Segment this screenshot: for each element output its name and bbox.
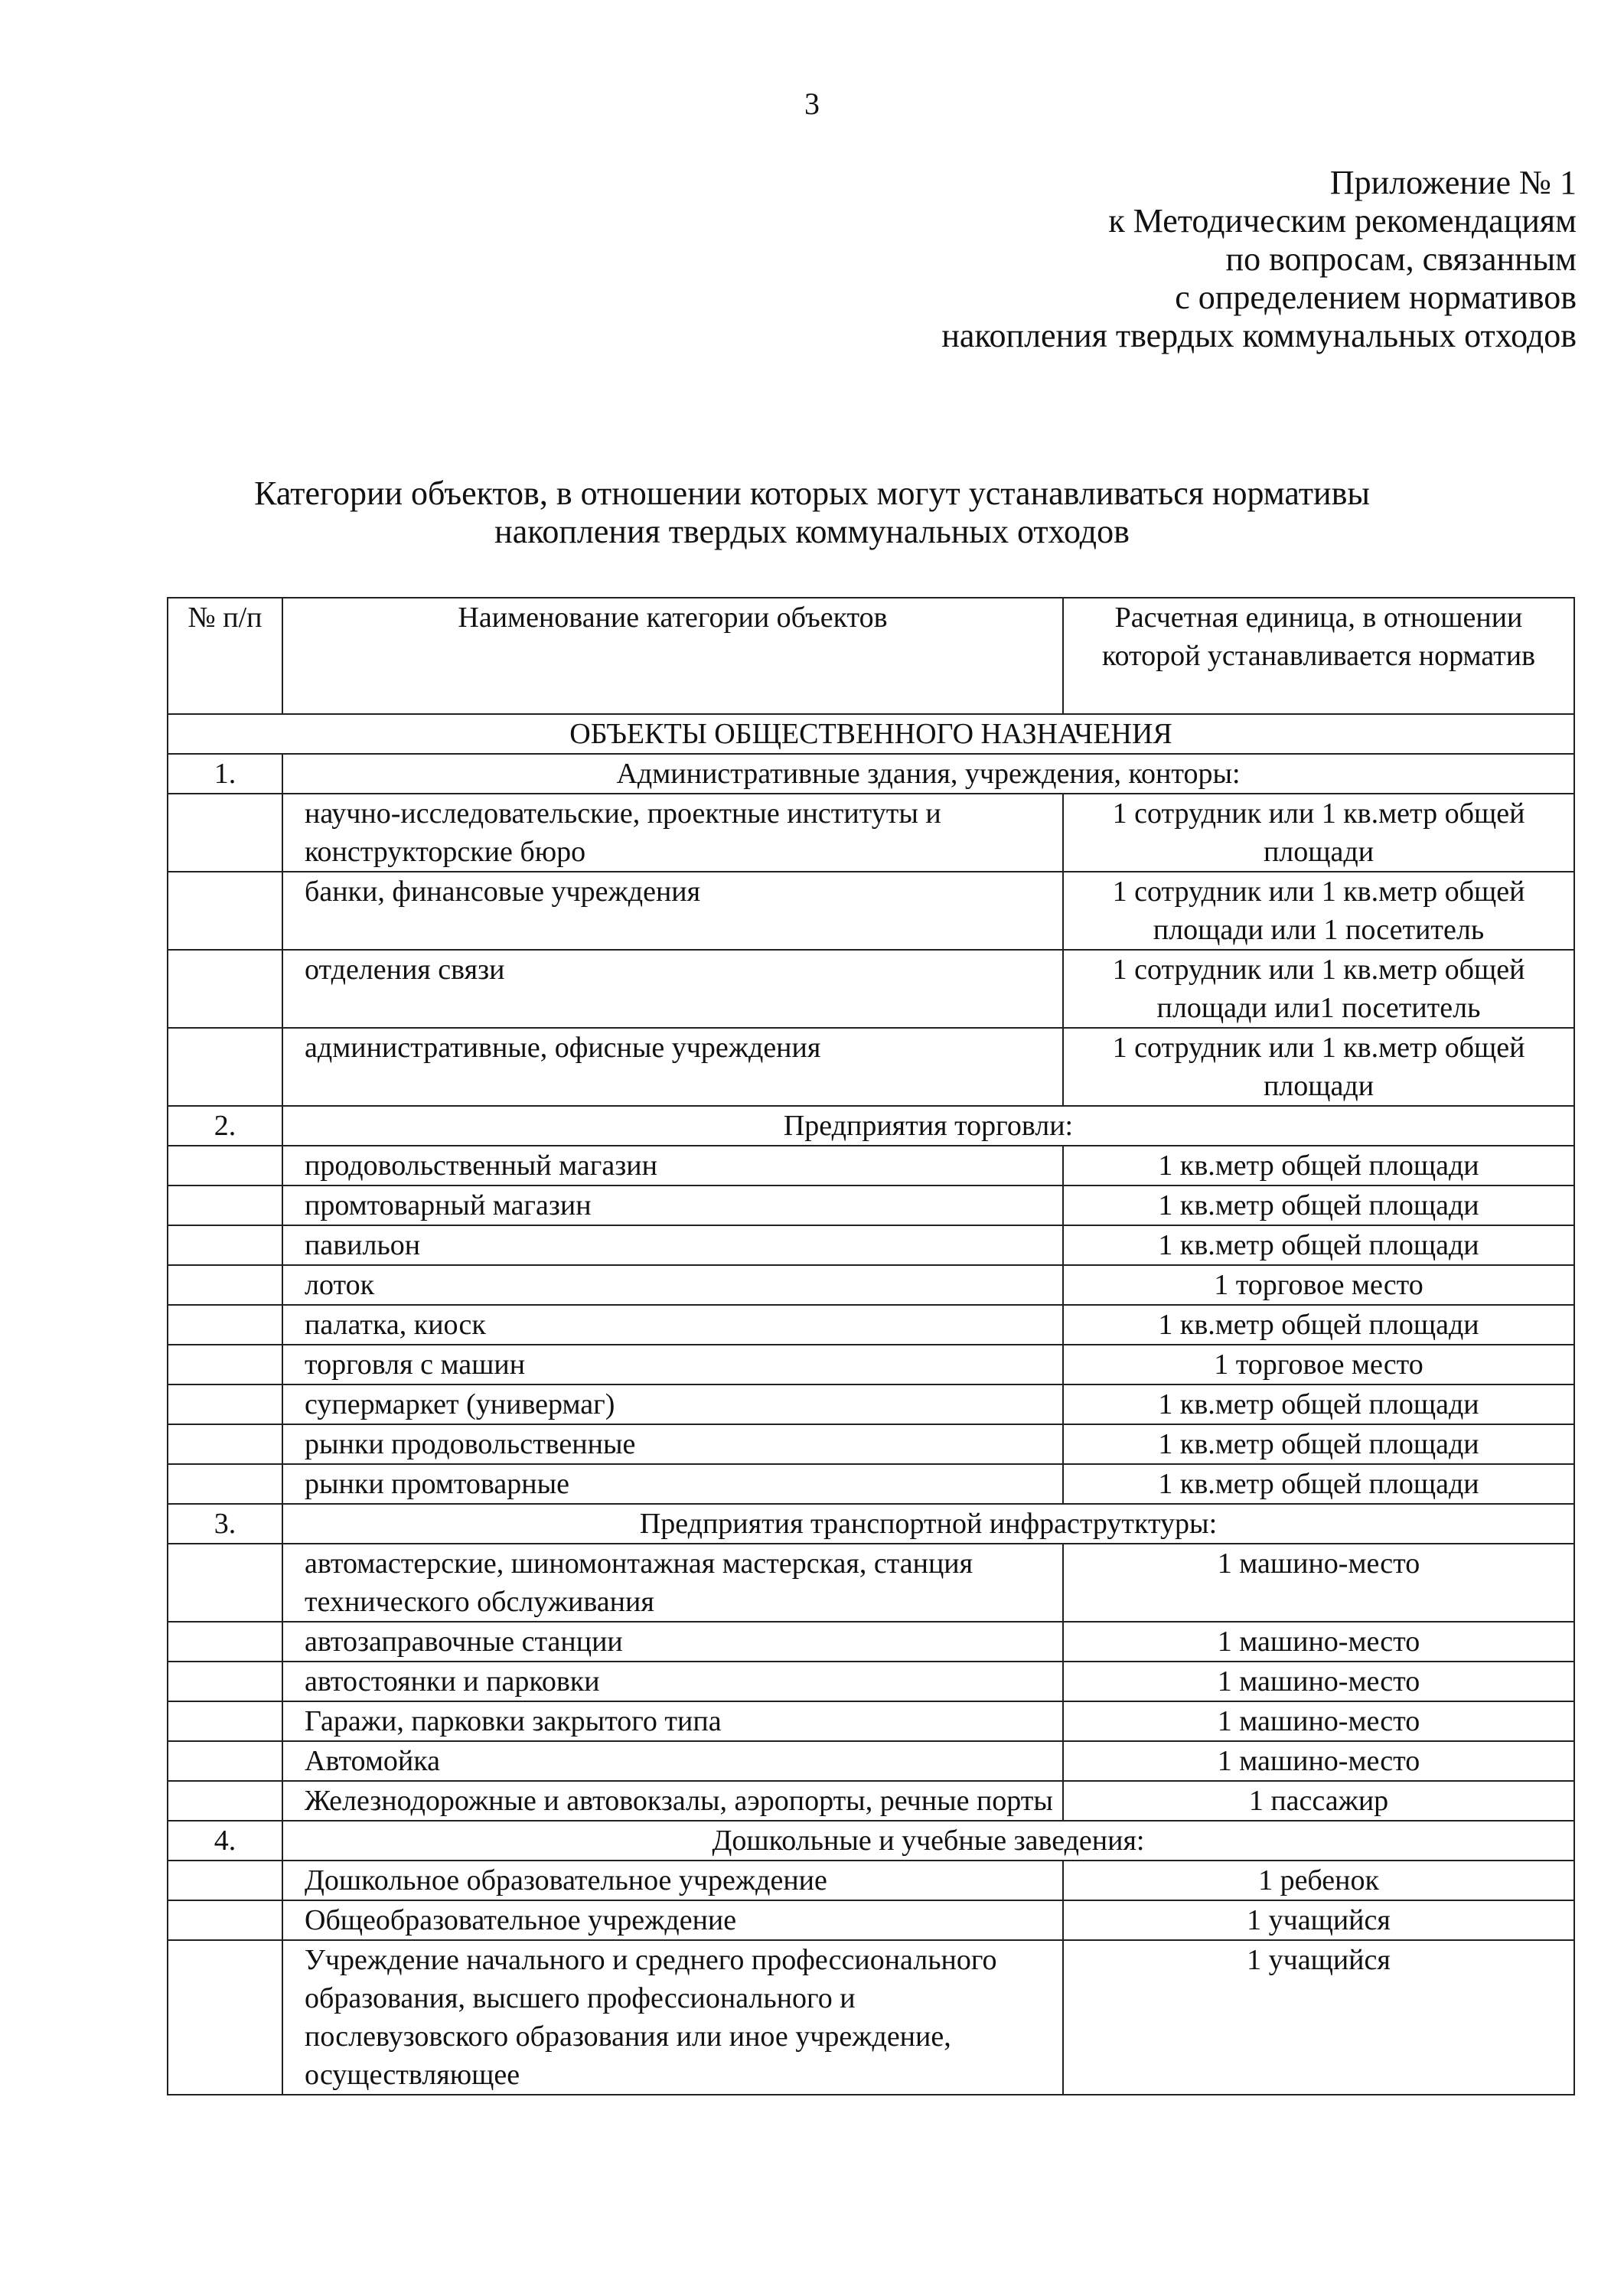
calculation-unit: 1 сотрудник или 1 кв.метр общей площади xyxy=(1063,794,1574,872)
calculation-unit: 1 сотрудник или 1 кв.метр общей площади xyxy=(1063,1028,1574,1106)
calculation-unit: 1 учащийся xyxy=(1063,1940,1574,2095)
category-name: рынки промтоварные xyxy=(282,1464,1063,1504)
group-number: 3. xyxy=(168,1504,282,1544)
appendix-line: Приложение № 1 xyxy=(1329,164,1577,201)
row-number-cell xyxy=(168,1662,282,1701)
table-row xyxy=(168,1662,1574,1701)
row-number-cell xyxy=(168,1464,282,1504)
header-num: № п/п xyxy=(168,598,282,714)
calculation-unit: 1 машино-место xyxy=(1063,1701,1574,1741)
table-header-row xyxy=(168,598,1574,714)
appendix-header xyxy=(941,164,1577,355)
table-row xyxy=(168,794,1574,872)
table-row xyxy=(168,1741,1574,1781)
table-row xyxy=(168,1781,1574,1821)
calculation-unit: 1 кв.метр общей площади xyxy=(1063,1225,1574,1265)
appendix-line: по вопросам, связанным xyxy=(1225,240,1577,278)
calculation-unit: 1 кв.метр общей площади xyxy=(1063,1424,1574,1464)
row-number-cell xyxy=(168,1265,282,1305)
title-line: накопления твердых коммунальных отходов xyxy=(494,513,1130,550)
table-row xyxy=(168,1424,1574,1464)
calculation-unit: 1 торговое место xyxy=(1063,1345,1574,1384)
row-number-cell xyxy=(168,1701,282,1741)
row-number-cell xyxy=(168,1861,282,1900)
group-title: Дошкольные и учебные заведения: xyxy=(282,1821,1574,1861)
category-name: Гаражи, парковки закрытого типа xyxy=(282,1701,1063,1741)
table-row xyxy=(168,1861,1574,1900)
section-row xyxy=(168,714,1574,754)
appendix-line: с определением нормативов xyxy=(1175,279,1577,316)
table-row xyxy=(168,1305,1574,1345)
table-row xyxy=(168,1146,1574,1186)
group-title: Административные здания, учреждения, конторы: xyxy=(282,754,1574,794)
group-row xyxy=(168,754,1574,794)
table-row xyxy=(168,1701,1574,1741)
category-name: административные, офисные учреждения xyxy=(282,1028,1063,1106)
table-row xyxy=(168,1028,1574,1106)
row-number-cell xyxy=(168,1345,282,1384)
category-name: Общеобразовательное учреждение xyxy=(282,1900,1063,1940)
table-row xyxy=(168,872,1574,950)
row-number-cell xyxy=(168,1781,282,1821)
group-number: 4. xyxy=(168,1821,282,1861)
categories-table xyxy=(167,597,1573,2095)
header-name: Наименование категории объектов xyxy=(282,598,1063,714)
page-number: 3 xyxy=(804,86,820,121)
group-number: 1. xyxy=(168,754,282,794)
category-name: Дошкольное образовательное учреждение xyxy=(282,1861,1063,1900)
calculation-unit: 1 пассажир xyxy=(1063,1781,1574,1821)
row-number-cell xyxy=(168,1186,282,1225)
table-row xyxy=(168,1622,1574,1662)
category-name: Учреждение начального и среднего профессионального образования, высшего профессионального и послевузовского образования или иное учреждение, осуществляющее xyxy=(282,1940,1063,2095)
section-title: ОБЪЕКТЫ ОБЩЕСТВЕННОГО НАЗНАЧЕНИЯ xyxy=(168,714,1574,754)
row-number-cell xyxy=(168,1900,282,1940)
table-row xyxy=(168,1384,1574,1424)
row-number-cell xyxy=(168,872,282,950)
row-number-cell xyxy=(168,1384,282,1424)
calculation-unit: 1 учащийся xyxy=(1063,1900,1574,1940)
category-name: продовольственный магазин xyxy=(282,1146,1063,1186)
calculation-unit: 1 кв.метр общей площади xyxy=(1063,1146,1574,1186)
calculation-unit: 1 машино-место xyxy=(1063,1662,1574,1701)
table-row xyxy=(168,1225,1574,1265)
calculation-unit: 1 торговое место xyxy=(1063,1265,1574,1305)
document-title xyxy=(0,475,1624,551)
calculation-unit: 1 ребенок xyxy=(1063,1861,1574,1900)
table-row xyxy=(168,1186,1574,1225)
category-name: промтоварный магазин xyxy=(282,1186,1063,1225)
calculation-unit: 1 кв.метр общей площади xyxy=(1063,1464,1574,1504)
calculation-unit: 1 машино-место xyxy=(1063,1622,1574,1662)
table-row xyxy=(168,1265,1574,1305)
table-row xyxy=(168,1345,1574,1384)
row-number-cell xyxy=(168,794,282,872)
row-number-cell xyxy=(168,1622,282,1662)
category-name: научно-исследовательские, проектные институты и конструкторские бюро xyxy=(282,794,1063,872)
calculation-unit: 1 машино-место xyxy=(1063,1544,1574,1622)
calculation-unit: 1 сотрудник или 1 кв.метр общей площади или 1 посетитель xyxy=(1063,872,1574,950)
row-number-cell xyxy=(168,1544,282,1622)
calculation-unit: 1 кв.метр общей площади xyxy=(1063,1186,1574,1225)
category-name: автомастерские, шиномонтажная мастерская, станция технического обслуживания xyxy=(282,1544,1063,1622)
group-row xyxy=(168,1106,1574,1146)
group-title: Предприятия транспортной инфраструтктуры: xyxy=(282,1504,1574,1544)
category-name: автостоянки и парковки xyxy=(282,1662,1063,1701)
category-name: Железнодорожные и автовокзалы, аэропорты, речные порты xyxy=(282,1781,1063,1821)
appendix-line: к Методическим рекомендациям xyxy=(1108,202,1577,240)
table-row xyxy=(168,950,1574,1028)
group-row xyxy=(168,1504,1574,1544)
row-number-cell xyxy=(168,950,282,1028)
category-name: торговля с машин xyxy=(282,1345,1063,1384)
row-number-cell xyxy=(168,1741,282,1781)
calculation-unit: 1 машино-место xyxy=(1063,1741,1574,1781)
category-name: банки, финансовые учреждения xyxy=(282,872,1063,950)
category-name: Автомойка xyxy=(282,1741,1063,1781)
category-name: отделения связи xyxy=(282,950,1063,1028)
row-number-cell xyxy=(168,1028,282,1106)
table-row xyxy=(168,1900,1574,1940)
row-number-cell xyxy=(168,1424,282,1464)
category-name: павильон xyxy=(282,1225,1063,1265)
group-row xyxy=(168,1821,1574,1861)
table-row xyxy=(168,1544,1574,1622)
table-row xyxy=(168,1940,1574,2095)
row-number-cell xyxy=(168,1146,282,1186)
category-name: супермаркет (универмаг) xyxy=(282,1384,1063,1424)
group-number: 2. xyxy=(168,1106,282,1146)
row-number-cell xyxy=(168,1305,282,1345)
category-name: автозаправочные станции xyxy=(282,1622,1063,1662)
appendix-line: накопления твердых коммунальных отходов xyxy=(941,317,1577,354)
header-unit: Расчетная единица, в отношении которой устанавливается норматив xyxy=(1063,598,1574,714)
category-name: рынки продовольственные xyxy=(282,1424,1063,1464)
category-name: лоток xyxy=(282,1265,1063,1305)
title-line: Категории объектов, в отношении которых могут устанавливаться нормативы xyxy=(254,475,1370,512)
row-number-cell xyxy=(168,1940,282,2095)
table-row xyxy=(168,1464,1574,1504)
calculation-unit: 1 кв.метр общей площади xyxy=(1063,1305,1574,1345)
calculation-unit: 1 кв.метр общей площади xyxy=(1063,1384,1574,1424)
category-name: палатка, киоск xyxy=(282,1305,1063,1345)
row-number-cell xyxy=(168,1225,282,1265)
calculation-unit: 1 сотрудник или 1 кв.метр общей площади или1 посетитель xyxy=(1063,950,1574,1028)
group-title: Предприятия торговли: xyxy=(282,1106,1574,1146)
